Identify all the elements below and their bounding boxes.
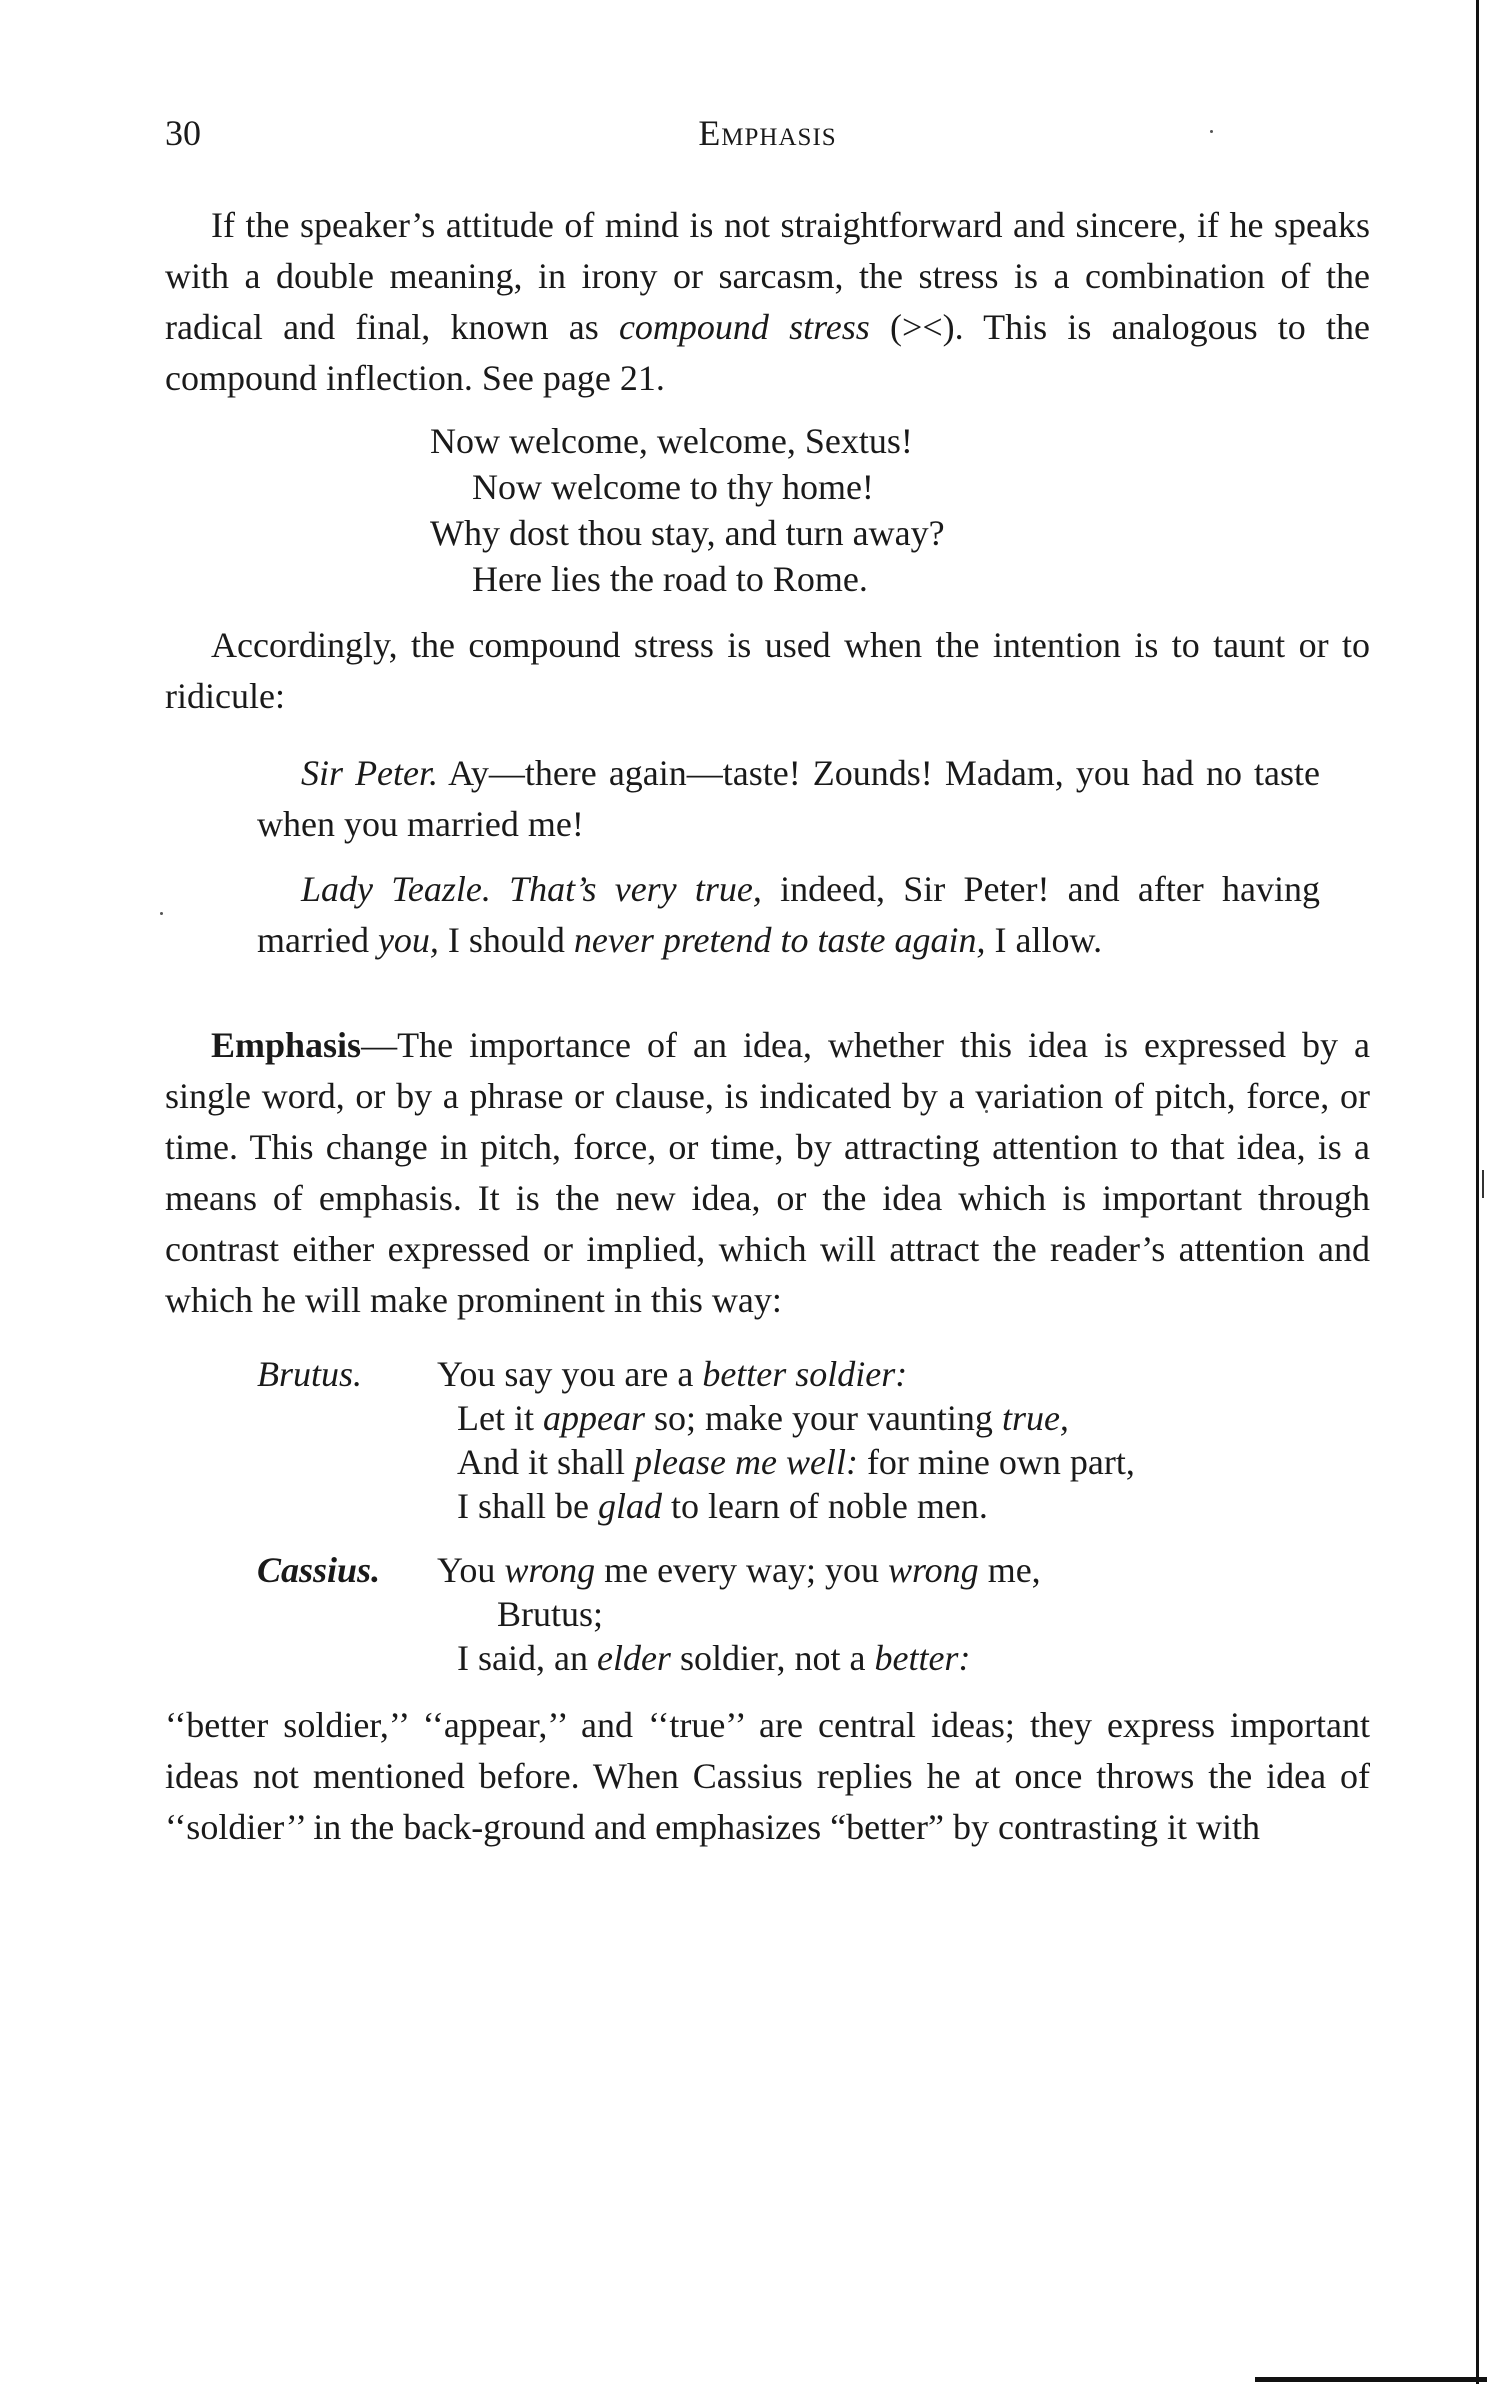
emphasis-text: better: bbox=[874, 1638, 971, 1678]
play-quote bbox=[257, 1352, 1370, 1680]
play-line bbox=[257, 1548, 1370, 1592]
play-line bbox=[257, 1396, 1370, 1440]
text-run: —The importance of an idea, whether this idea is expressed by a single word, or by a phrase or clause, is indicated by a variation of pitch, force, or time. This change in pitch, force, or time, by attracting attention to that idea, is a means of emphasis. It is the new idea, or the idea which is important through contrast either expressed or implied, which will attract the reader’s attention and which he will make prominent in this way: bbox=[165, 1025, 1370, 1320]
speech-cassius bbox=[257, 1548, 1370, 1680]
emphasis-text: never pretend to taste again, bbox=[573, 920, 986, 960]
running-head: Emphasis bbox=[698, 113, 837, 153]
emphasis-text: you, bbox=[377, 920, 439, 960]
paragraph-central-ideas: ‘‘better soldier,’’ ‘‘appear,’’ and ‘‘true’’ are central ideas; they express important ideas not mentioned before. When Cassius replies he at once throws the idea of ‘‘soldier’’ in the back-ground and emphasizes “better” by contrasting it with bbox=[165, 1705, 1370, 1847]
text-run: I said, an bbox=[457, 1638, 597, 1678]
text-run: Ay—there again—taste! Zounds! Madam, you had no taste when you married me! bbox=[257, 753, 1320, 844]
page-body bbox=[165, 200, 1370, 1853]
emphasis-text: wrong bbox=[504, 1550, 596, 1590]
text-run: indeed, Sir Peter! and after having married bbox=[257, 869, 1320, 960]
emphasis-text: better soldier: bbox=[702, 1354, 908, 1394]
page-edge-rule bbox=[1476, 0, 1479, 2384]
speaker-name: Sir Peter. bbox=[301, 753, 439, 793]
text-run: You say you are a bbox=[437, 1354, 703, 1394]
page-edge-mark bbox=[1482, 1170, 1484, 1198]
play-line bbox=[257, 1636, 1370, 1680]
section-break bbox=[165, 980, 1370, 1020]
paragraph-emphasis-definition bbox=[165, 1020, 1370, 1326]
speech-brutus bbox=[257, 1352, 1370, 1528]
speaker-name: Lady Teazle. bbox=[301, 869, 491, 909]
paragraph-accordingly: Accordingly, the compound stress is used when the intention is to taunt or to ridicule: bbox=[165, 625, 1370, 716]
page-number: 30 bbox=[165, 113, 201, 153]
text-run: You bbox=[437, 1550, 505, 1590]
emphasis-text: wrong bbox=[888, 1550, 979, 1590]
text-run: for mine own part, bbox=[857, 1442, 1135, 1482]
emphasis-text: true, bbox=[1001, 1398, 1069, 1438]
play-line-continuation: Brutus; bbox=[497, 1594, 604, 1634]
text-run: soldier, not a bbox=[670, 1638, 875, 1678]
play-line bbox=[257, 1440, 1370, 1484]
verse-quote bbox=[430, 418, 1370, 602]
speaker-name: Cassius. bbox=[257, 1550, 381, 1590]
text-run: I shall be bbox=[457, 1486, 598, 1526]
text-run: Let it bbox=[457, 1398, 543, 1438]
play-line bbox=[257, 1484, 1370, 1528]
text-run: me every way; you bbox=[595, 1550, 888, 1590]
text-run: I should bbox=[438, 920, 574, 960]
emphasis-text: That’s very true, bbox=[490, 869, 762, 909]
emphasis-text: glad bbox=[597, 1486, 662, 1526]
print-speck bbox=[160, 912, 163, 915]
verse-line: Here lies the road to Rome. bbox=[472, 559, 868, 599]
text-run: (><). This is analogous to the compound inflection. See page 21. bbox=[165, 307, 1370, 398]
bottom-rule bbox=[1255, 2377, 1487, 2382]
page-header bbox=[165, 112, 1370, 162]
emphasis-text: please me well: bbox=[634, 1442, 858, 1482]
text-run: I allow. bbox=[985, 920, 1103, 960]
dialogue-line bbox=[257, 864, 1320, 966]
dialogue-quote bbox=[257, 748, 1320, 966]
verse-line: Now welcome to thy home! bbox=[472, 467, 874, 507]
text-run: to learn of noble men. bbox=[661, 1486, 988, 1526]
verse-line: Now welcome, welcome, Sextus! bbox=[430, 421, 913, 461]
text-run: If the speaker’s attitude of mind is not straightforward and sincere, if he speaks with a double meaning, in irony or sarcasm, the stress is a combination of the radical and final, known as bbox=[165, 205, 1370, 347]
section-term: Emphasis bbox=[211, 1025, 362, 1065]
paragraph-compound-stress bbox=[165, 200, 1370, 404]
play-line-text bbox=[437, 1352, 907, 1396]
verse-line: Why dost thou stay, and turn away? bbox=[430, 513, 945, 553]
speaker-name: Brutus. bbox=[257, 1354, 363, 1394]
emphasis-text: elder bbox=[596, 1638, 671, 1678]
play-line-text bbox=[437, 1548, 1041, 1592]
play-line bbox=[257, 1352, 1370, 1396]
emphasis-text: appear bbox=[542, 1398, 645, 1438]
italic-term: compound stress bbox=[618, 307, 870, 347]
text-run: so; make your vaunting bbox=[644, 1398, 1002, 1438]
text-run: And it shall bbox=[457, 1442, 634, 1482]
dialogue-line bbox=[257, 748, 1320, 850]
text-run: me, bbox=[978, 1550, 1041, 1590]
